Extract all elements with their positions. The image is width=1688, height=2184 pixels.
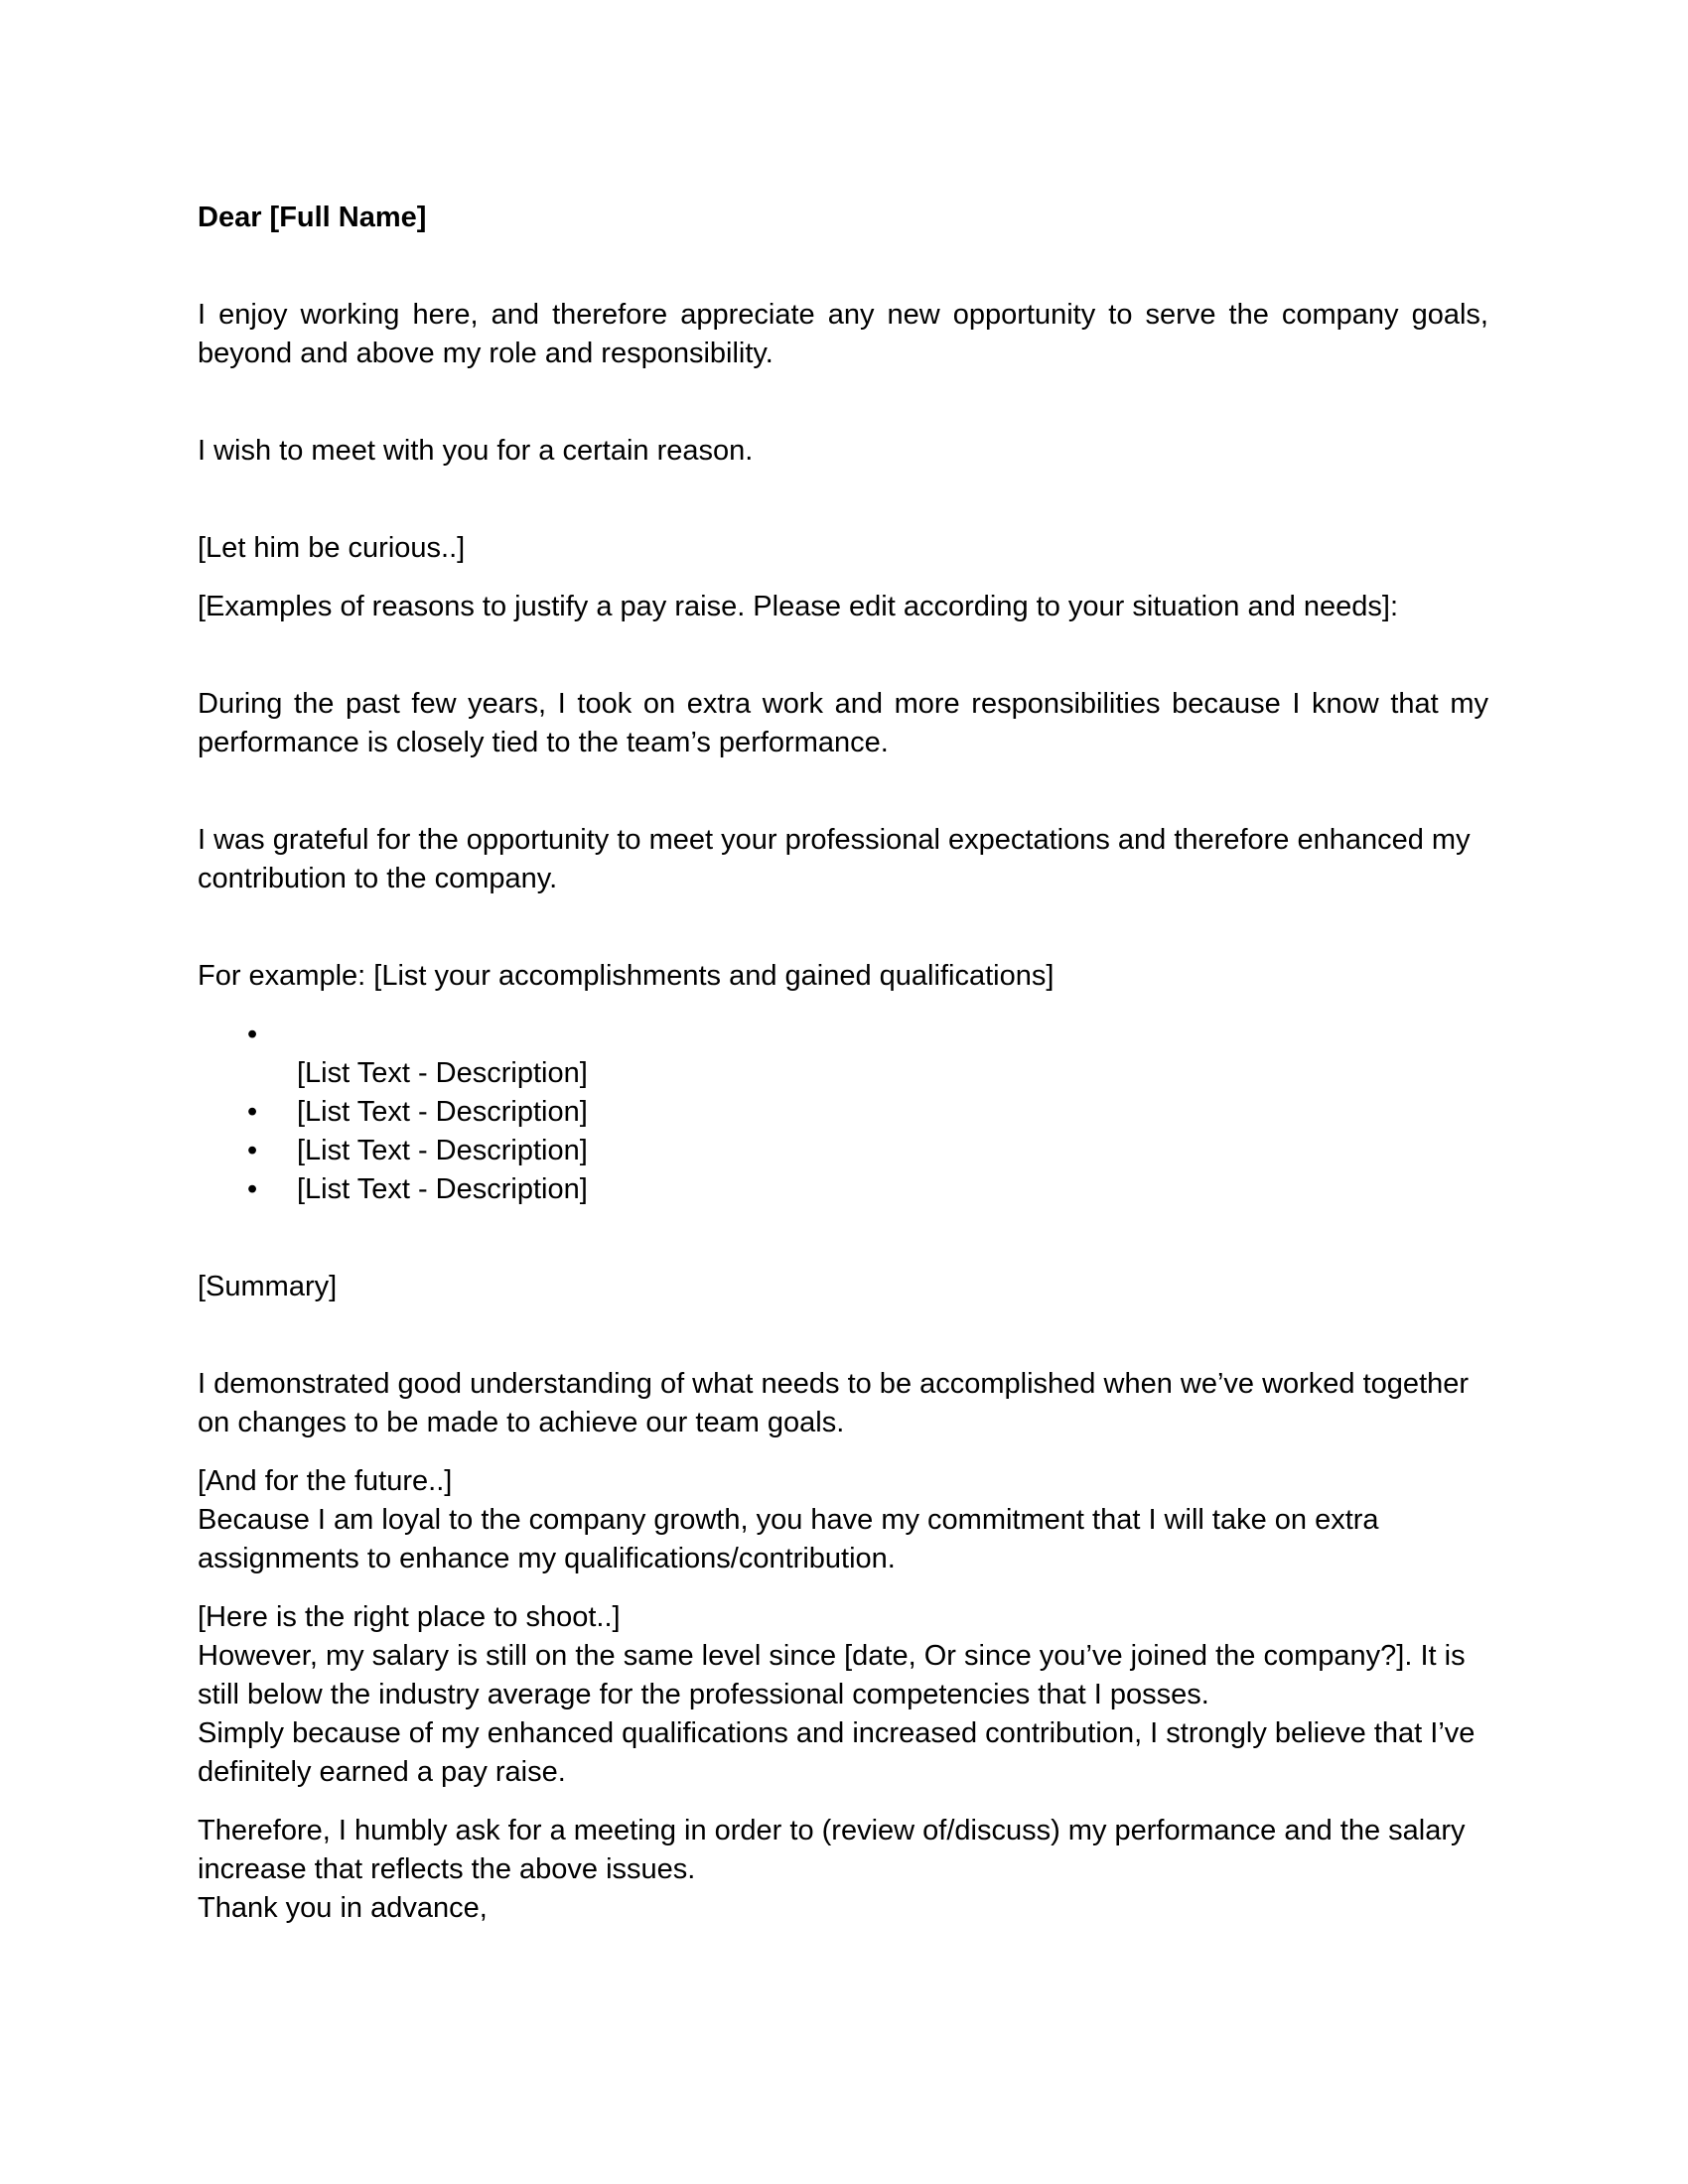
- summary-label: [Summary]: [198, 1271, 338, 1302]
- reasons-note: [Examples of reasons to justify a pay raise. Please edit according to your situation and needs]:: [198, 591, 1399, 622]
- list-item: [198, 1170, 1488, 1209]
- understanding-paragraph: I demonstrated good understanding of what needs to be accomplished when we’ve worked together on changes to be made to achieve our team goals.: [198, 1368, 1470, 1438]
- future-label: [And for the future..]: [198, 1465, 453, 1497]
- list-item: [198, 1132, 1488, 1170]
- loyalty-paragraph: Because I am loyal to the company growth, you have my commitment that I will take on extra assignments to enhance my qualifications/contribution.: [198, 1504, 1379, 1574]
- bullet-icon: •: [247, 1096, 258, 1128]
- meeting-request-paragraph: I wish to meet with you for a certain reason.: [198, 435, 754, 467]
- example-intro: For example: [List your accomplishments and gained qualifications]: [198, 960, 1055, 992]
- accomplishments-list: [198, 1016, 1488, 1209]
- opening-paragraph: I enjoy working here, and therefore appreciate any new opportunity to serve the company goals, beyond and above my role and responsibility.: [198, 299, 1488, 369]
- bullet-icon: •: [247, 1173, 258, 1205]
- extra-work-paragraph: During the past few years, I took on extra work and more responsibilities because I know that my performance is closely tied to the team’s performance.: [198, 688, 1488, 758]
- list-item-text: [List Text - Description]: [297, 1096, 588, 1128]
- bullet-icon: •: [247, 1135, 258, 1166]
- list-item-text: [List Text - Description]: [297, 1135, 588, 1166]
- curiosity-note: [Let him be curious..]: [198, 532, 466, 564]
- closing-line: Thank you in advance,: [198, 1892, 488, 1924]
- pay-raise-paragraph: Simply because of my enhanced qualifications and increased contribution, I strongly believe that I’ve definitely earned a pay raise.: [198, 1717, 1476, 1788]
- gratitude-paragraph: I was grateful for the opportunity to meet your professional expectations and therefore enhanced my contribution to the company.: [198, 824, 1471, 894]
- list-item-text: [List Text - Description]: [297, 1057, 588, 1089]
- empty-line: [297, 1016, 1488, 1054]
- letter-body: [198, 199, 1488, 1928]
- list-item: [198, 1016, 1488, 1093]
- greeting: Dear [Full Name]: [198, 202, 427, 233]
- salary-paragraph: However, my salary is still on the same level since [date, Or since you’ve joined the company?]. It is still below the industry average for the professional competencies that I posses.: [198, 1640, 1466, 1710]
- meeting-ask-paragraph: Therefore, I humbly ask for a meeting in order to (review of/discuss) my performance and the salary increase that reflects the above issues.: [198, 1815, 1466, 1885]
- list-item: [198, 1093, 1488, 1132]
- shoot-label: [Here is the right place to shoot..]: [198, 1601, 621, 1633]
- bullet-icon: •: [247, 1019, 258, 1050]
- list-item-text: [List Text - Description]: [297, 1173, 588, 1205]
